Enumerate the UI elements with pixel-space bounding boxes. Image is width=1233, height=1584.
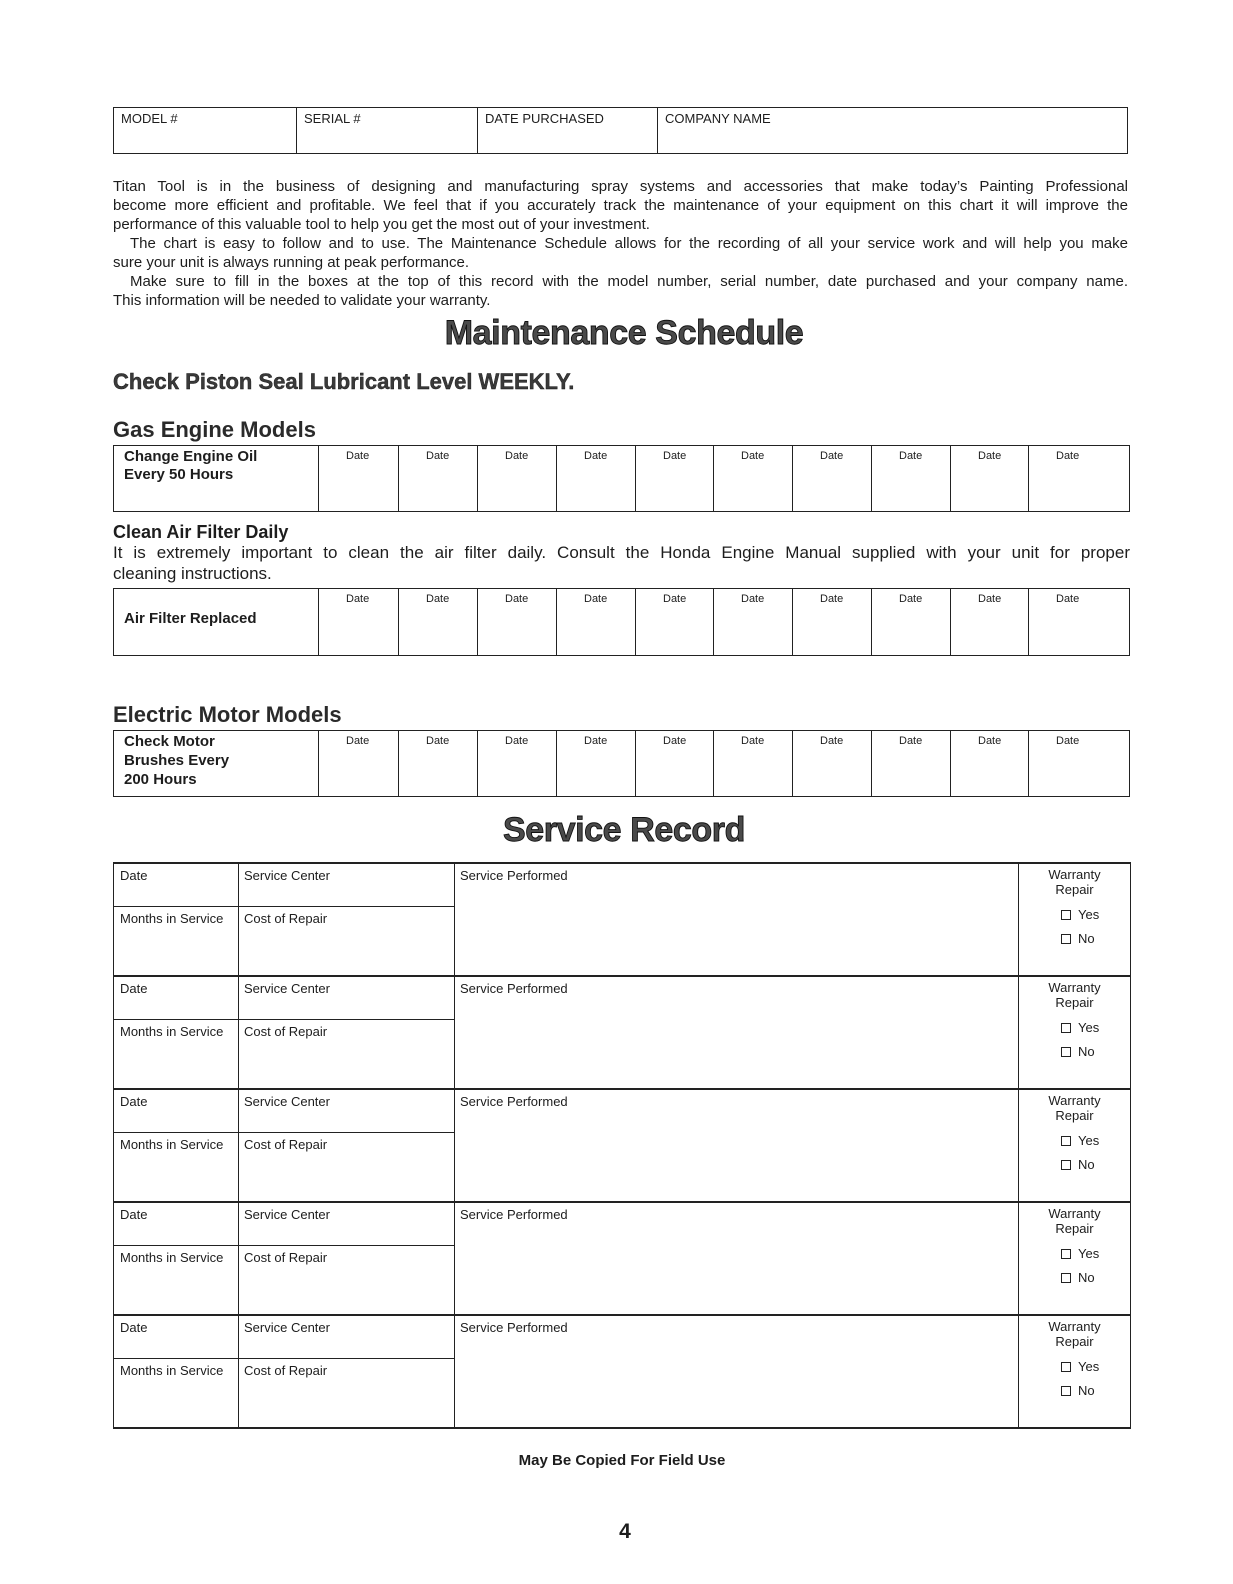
warranty-repair-field — [1018, 864, 1130, 975]
task-interval: 200 Hours — [124, 771, 197, 788]
no-label: No — [1078, 1157, 1095, 1172]
warranty-repair-field — [1018, 977, 1130, 1088]
center-cost-column — [238, 1316, 454, 1427]
warranty-no-option — [1061, 1157, 1130, 1173]
date-cell: Date — [635, 731, 713, 796]
intro-line: The chart is easy to follow and to use. The Maintenance Schedule allows for the recording of all your service work and will help you make — [130, 235, 1128, 252]
air-filter-heading: Clean Air Filter Daily — [113, 522, 289, 542]
repair-label: Repair — [1055, 1221, 1094, 1236]
warranty-yes-option — [1061, 907, 1130, 923]
warranty-repair-field — [1018, 1203, 1130, 1314]
date-purchased-field: DATE PURCHASED — [477, 108, 657, 153]
oil-change-table — [113, 445, 1130, 512]
cost-of-repair-field: Cost of Repair — [244, 1137, 328, 1152]
checkbox-icon — [1061, 1386, 1071, 1396]
center-cost-column — [238, 1203, 454, 1314]
service-performed-field: Service Performed — [454, 1090, 1018, 1201]
warranty-no-option — [1061, 931, 1130, 947]
service-record-title: Service Record — [503, 811, 745, 849]
warranty-yes-option — [1061, 1246, 1130, 1262]
repair-label: Repair — [1055, 995, 1094, 1010]
date-cell: Date — [792, 446, 871, 511]
service-record-table — [113, 862, 1131, 1429]
intro-paragraph-2 — [113, 234, 1128, 272]
date-field: Date — [114, 1203, 238, 1246]
air-filter-task: Air Filter Replaced — [124, 610, 257, 627]
date-cell: Date — [477, 446, 556, 511]
warranty-label: Warranty — [1048, 867, 1101, 882]
yes-label: Yes — [1078, 1133, 1100, 1148]
intro-line: performance of this valuable tool to help you get the most out of your investment. — [113, 216, 650, 233]
warranty-no-option — [1061, 1383, 1130, 1399]
intro-line: become more efficient and profitable. We feel that if you accurately track the maintenance of your equipment on this chart it will improve the — [113, 197, 1128, 214]
warranty-label: Warranty — [1048, 1093, 1101, 1108]
cost-of-repair-field: Cost of Repair — [244, 911, 328, 926]
unit-info-boxes — [113, 107, 1128, 154]
date-months-column — [114, 1090, 238, 1201]
date-cell: Date — [792, 589, 871, 655]
date-field: Date — [114, 1090, 238, 1133]
date-months-column — [114, 864, 238, 975]
months-in-service-field: Months in Service — [120, 1137, 224, 1152]
yes-label: Yes — [1078, 907, 1100, 922]
date-months-column — [114, 1203, 238, 1314]
maintenance-schedule-title: Maintenance Schedule — [444, 314, 804, 352]
yes-label: Yes — [1078, 1359, 1100, 1374]
motor-brushes-table — [113, 730, 1130, 797]
model-number-field: MODEL # — [121, 111, 178, 126]
date-cell: Date — [318, 589, 398, 655]
date-cell: Date — [871, 731, 950, 796]
warranty-label: Warranty — [1048, 980, 1101, 995]
copy-permission-note: May Be Copied For Field Use — [518, 1452, 726, 1469]
months-in-service-field: Months in Service — [120, 911, 224, 926]
date-cell: Date — [477, 731, 556, 796]
task-label: Brushes Every — [124, 752, 230, 769]
service-entry — [114, 1088, 1130, 1201]
warranty-options — [1019, 907, 1130, 947]
checkbox-icon — [1061, 1362, 1071, 1372]
service-center-field: Service Center — [239, 1316, 454, 1359]
warranty-no-option — [1061, 1270, 1130, 1286]
no-label: No — [1078, 1044, 1095, 1059]
service-performed-field: Service Performed — [454, 977, 1018, 1088]
weekly-lubricant-note: Check Piston Seal Lubricant Level WEEKLY. — [113, 369, 575, 394]
warranty-options — [1019, 1133, 1130, 1173]
warranty-repair-field — [1018, 1316, 1130, 1427]
checkbox-icon — [1061, 1160, 1071, 1170]
cost-of-repair-field: Cost of Repair — [244, 1363, 328, 1378]
date-cell: Date — [398, 589, 477, 655]
note-line: It is extremely important to clean the air filter daily. Consult the Honda Engine Manual supplied with your unit for proper — [113, 543, 1130, 562]
date-cell: Date — [1028, 589, 1129, 655]
date-cell: Date — [635, 589, 713, 655]
warranty-no-option — [1061, 1044, 1130, 1060]
gas-engine-heading: Gas Engine Models — [113, 417, 316, 442]
date-cell: Date — [871, 589, 950, 655]
date-cell: Date — [556, 589, 635, 655]
warranty-label: Warranty — [1048, 1206, 1101, 1221]
center-cost-column — [238, 864, 454, 975]
service-entry — [114, 1201, 1130, 1314]
page-number: 4 — [619, 1520, 631, 1543]
date-months-column — [114, 977, 238, 1088]
center-cost-column — [238, 977, 454, 1088]
date-field: Date — [114, 864, 238, 907]
yes-label: Yes — [1078, 1246, 1100, 1261]
checkbox-icon — [1061, 1047, 1071, 1057]
date-cell: Date — [556, 446, 635, 511]
repair-label: Repair — [1055, 882, 1094, 897]
center-cost-column — [238, 1090, 454, 1201]
intro-line: Make sure to fill in the boxes at the top of this record with the model number, serial number, date purchased and your company name. — [130, 273, 1128, 290]
date-months-column — [114, 1316, 238, 1427]
checkbox-icon — [1061, 1249, 1071, 1259]
date-cell: Date — [713, 446, 792, 511]
date-cell: Date — [1028, 731, 1129, 796]
date-field: Date — [114, 977, 238, 1020]
date-cell: Date — [398, 731, 477, 796]
repair-label: Repair — [1055, 1334, 1094, 1349]
date-cell: Date — [318, 446, 398, 511]
serial-number-field: SERIAL # — [296, 108, 477, 153]
checkbox-icon — [1061, 1023, 1071, 1033]
warranty-repair-field — [1018, 1090, 1130, 1201]
air-filter-note — [113, 542, 1130, 584]
intro-line: This information will be needed to validate your warranty. — [113, 292, 491, 309]
service-performed-field: Service Performed — [454, 1316, 1018, 1427]
task-label: Change Engine Oil — [124, 448, 258, 465]
date-cell: Date — [556, 731, 635, 796]
warranty-label: Warranty — [1048, 1319, 1101, 1334]
date-cell: Date — [950, 446, 1028, 511]
date-cell: Date — [477, 589, 556, 655]
electric-motor-heading: Electric Motor Models — [113, 702, 342, 727]
service-performed-field: Service Performed — [454, 1203, 1018, 1314]
no-label: No — [1078, 1270, 1095, 1285]
service-entry — [114, 862, 1130, 975]
no-label: No — [1078, 931, 1095, 946]
date-field: Date — [114, 1316, 238, 1359]
checkbox-icon — [1061, 910, 1071, 920]
checkbox-icon — [1061, 934, 1071, 944]
no-label: No — [1078, 1383, 1095, 1398]
intro-paragraph-3 — [113, 272, 1128, 310]
yes-label: Yes — [1078, 1020, 1100, 1035]
company-name-field: COMPANY NAME — [657, 108, 1127, 153]
intro-text — [113, 177, 1128, 310]
date-cell: Date — [713, 589, 792, 655]
date-cell: Date — [318, 731, 398, 796]
date-cell: Date — [713, 731, 792, 796]
checkbox-icon — [1061, 1273, 1071, 1283]
intro-line: sure your unit is always running at peak performance. — [113, 254, 470, 271]
warranty-yes-option — [1061, 1133, 1130, 1149]
warranty-yes-option — [1061, 1020, 1130, 1036]
motor-brushes-task — [114, 731, 318, 796]
cost-of-repair-field: Cost of Repair — [244, 1024, 328, 1039]
date-cell: Date — [1028, 446, 1129, 511]
date-cell: Date — [792, 731, 871, 796]
warranty-yes-option — [1061, 1359, 1130, 1375]
months-in-service-field: Months in Service — [120, 1250, 224, 1265]
checkbox-icon — [1061, 1136, 1071, 1146]
warranty-options — [1019, 1020, 1130, 1060]
task-interval: Every 50 Hours — [124, 466, 234, 483]
warranty-options — [1019, 1359, 1130, 1399]
air-filter-table — [113, 588, 1130, 656]
months-in-service-field: Months in Service — [120, 1363, 224, 1378]
months-in-service-field: Months in Service — [120, 1024, 224, 1039]
service-center-field: Service Center — [239, 864, 454, 907]
task-label: Check Motor — [124, 733, 215, 750]
service-entry — [114, 975, 1130, 1088]
intro-line: Titan Tool is in the business of designing and manufacturing spray systems and accessories that make today’s Painting Professional — [113, 178, 1128, 195]
service-center-field: Service Center — [239, 1090, 454, 1133]
oil-change-task — [114, 446, 318, 511]
service-center-field: Service Center — [239, 1203, 454, 1246]
cost-of-repair-field: Cost of Repair — [244, 1250, 328, 1265]
service-performed-field: Service Performed — [454, 864, 1018, 975]
date-cell: Date — [950, 731, 1028, 796]
note-line: cleaning instructions. — [113, 564, 272, 583]
repair-label: Repair — [1055, 1108, 1094, 1123]
date-cell: Date — [635, 446, 713, 511]
service-entry — [114, 1314, 1130, 1427]
date-cell: Date — [871, 446, 950, 511]
warranty-options — [1019, 1246, 1130, 1286]
service-center-field: Service Center — [239, 977, 454, 1020]
date-cell: Date — [398, 446, 477, 511]
date-cell: Date — [950, 589, 1028, 655]
intro-paragraph-1 — [113, 177, 1128, 234]
